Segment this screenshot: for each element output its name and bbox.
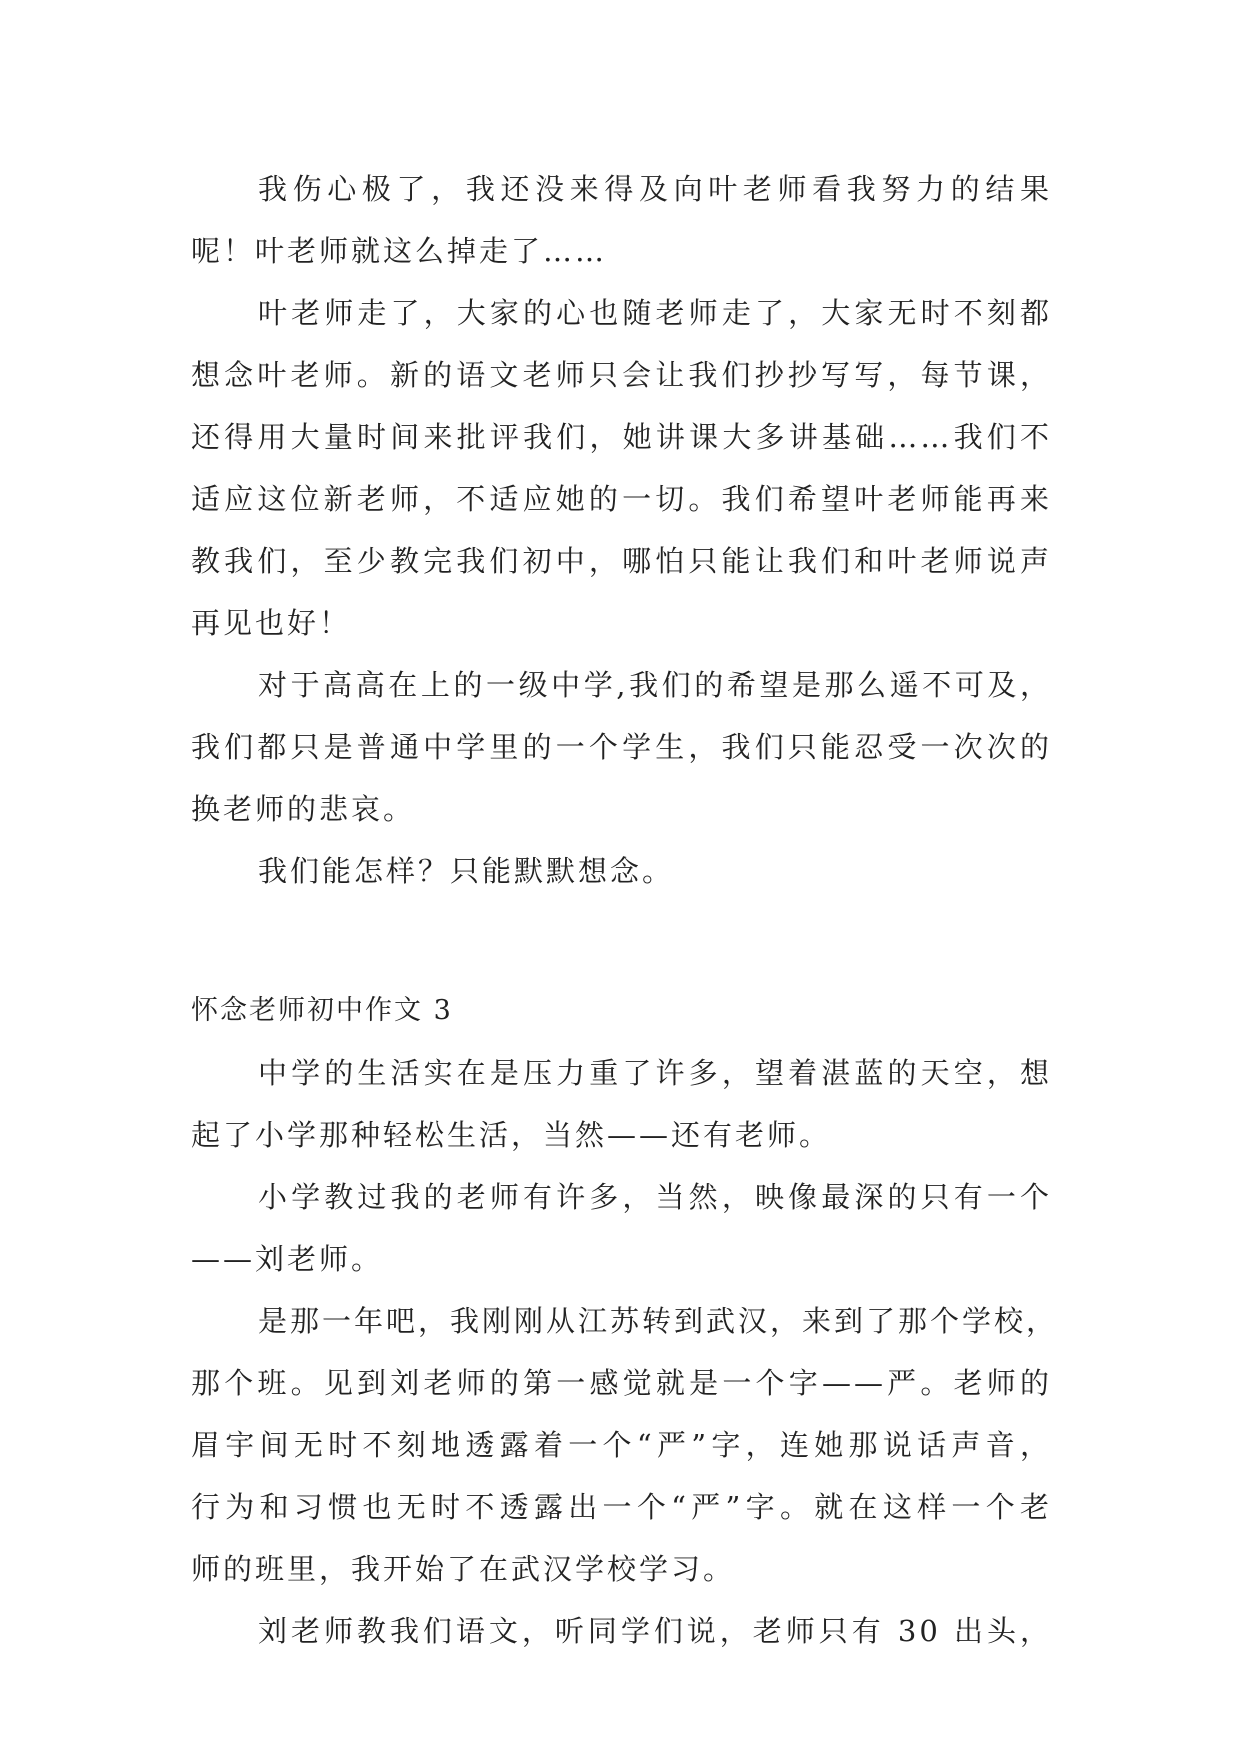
text-line: 那个班。见到刘老师的第一感觉就是一个字——严。老师的 <box>191 1366 1052 1400</box>
text-line: 是那一年吧，我刚刚从江苏转到武汉，来到了那个学校， <box>258 1304 1059 1338</box>
text-line: 适应这位新老师，不适应她的一切。我们希望叶老师能再来 <box>191 482 1052 516</box>
section-heading: 怀念老师初中作文 3 <box>191 995 453 1026</box>
text-line: 刘老师教我们语文，听同学们说，老师只有 30 出头， <box>258 1614 1052 1648</box>
text-line: 中学的生活实在是压力重了许多，望着湛蓝的天空，想 <box>258 1056 1052 1090</box>
text-line: 呢！叶老师就这么掉走了…… <box>191 234 608 268</box>
text-line: 起了小学那种轻松生活，当然——还有老师。 <box>191 1118 832 1152</box>
text-line: 教我们，至少教完我们初中，哪怕只能让我们和叶老师说声 <box>191 544 1052 578</box>
text-line: 眉宇间无时不刻地透露着一个“严”字，连她那说话声音， <box>191 1428 1052 1462</box>
text-line: 换老师的悲哀。 <box>191 792 416 826</box>
text-line: 小学教过我的老师有许多，当然，映像最深的只有一个 <box>258 1180 1052 1214</box>
text-line: 再见也好！ <box>191 606 352 640</box>
text-line: 还得用大量时间来批评我们，她讲课大多讲基础……我们不 <box>191 420 1052 454</box>
paragraph-a2 <box>191 282 1052 654</box>
paragraph-a1 <box>191 158 1052 282</box>
text-line: 叶老师走了，大家的心也随老师走了，大家无时不刻都 <box>258 296 1052 330</box>
paragraph-b2 <box>191 1166 1052 1290</box>
text-line: 对于高高在上的一级中学,我们的希望是那么遥不可及， <box>258 668 1052 702</box>
text-line: 想念叶老师。新的语文老师只会让我们抄抄写写，每节课， <box>191 358 1052 392</box>
text-line: 我们能怎样？只能默默想念。 <box>258 854 675 888</box>
text-line: 行为和习惯也无时不透露出一个“严”字。就在这样一个老 <box>191 1490 1052 1524</box>
text-line: 师的班里，我开始了在武汉学校学习。 <box>191 1552 736 1586</box>
paragraph-b3 <box>191 1290 1059 1600</box>
text-line: ——刘老师。 <box>191 1242 384 1276</box>
paragraph-b1 <box>191 1042 1052 1166</box>
document-page <box>191 158 1059 1662</box>
text-line: 我们都只是普通中学里的一个学生，我们只能忍受一次次的 <box>191 730 1052 764</box>
section-gap <box>191 902 1052 980</box>
text-line: 我伤心极了，我还没来得及向叶老师看我努力的结果 <box>258 172 1052 206</box>
paragraph-b4 <box>191 1600 1052 1662</box>
paragraph-a4 <box>191 840 1052 902</box>
paragraph-a3 <box>191 654 1052 840</box>
